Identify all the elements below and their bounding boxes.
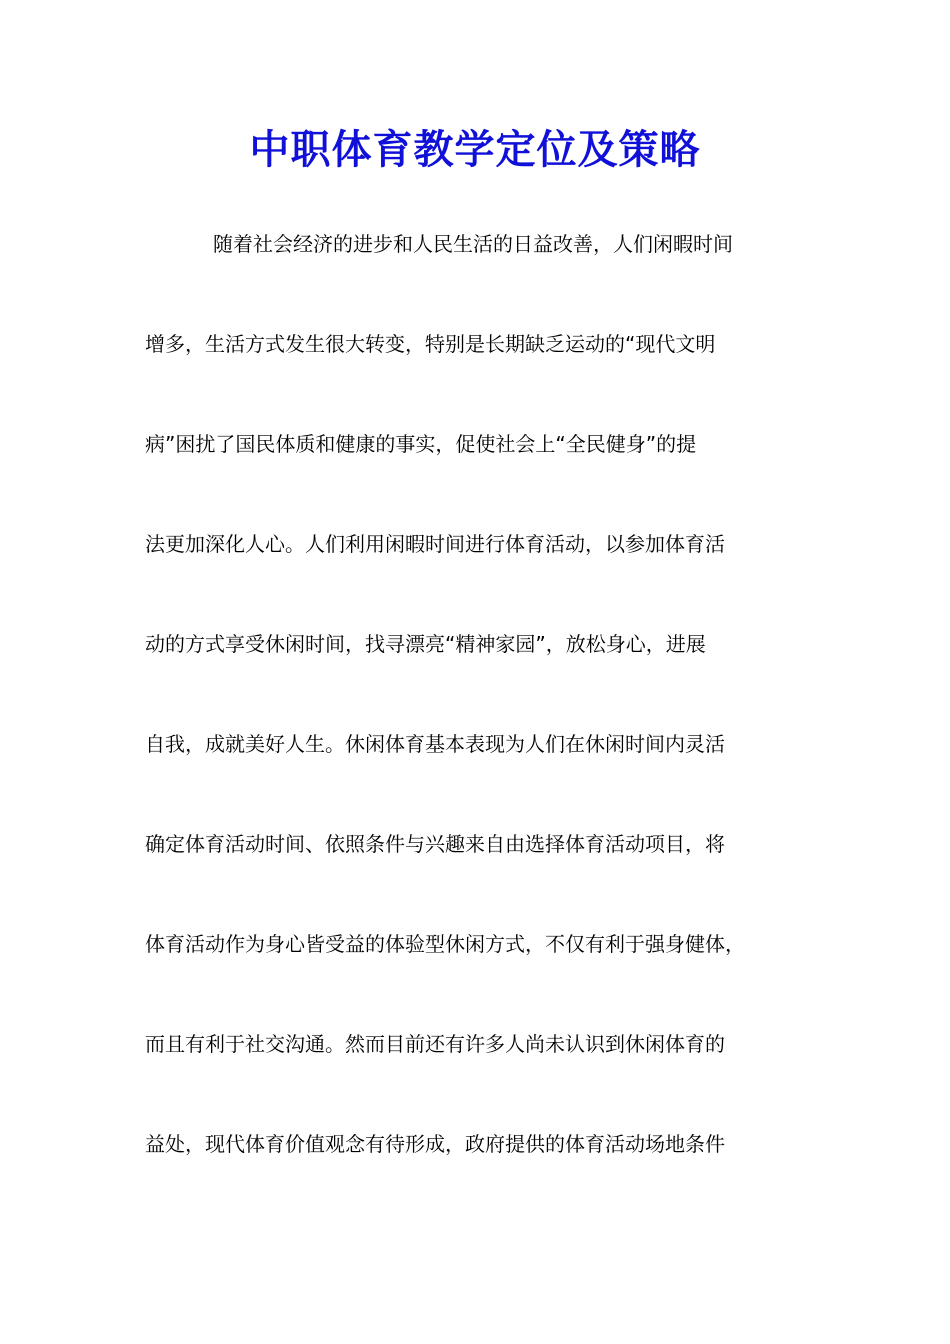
document-body bbox=[145, 226, 825, 1226]
document-title: 中职体育教学定位及策略 bbox=[249, 126, 701, 173]
paragraph-line: 增多，生活方式发生很大转变，特别是长期缺乏运动的“现代文明 bbox=[145, 332, 716, 356]
paragraph-line: 随着社会经济的进步和人民生活的日益改善，人们闲暇时间 bbox=[213, 232, 733, 256]
paragraph-line: 确定体育活动时间、依照条件与兴趣来自由选择体育活动项目，将 bbox=[145, 832, 725, 856]
paragraph-line: 动的方式享受休闲时间，找寻漂亮“精神家园”，放松身心，进展 bbox=[145, 632, 706, 656]
paragraph-line: 病”困扰了国民体质和健康的事实，促使社会上“全民健身”的提 bbox=[145, 432, 697, 456]
paragraph-line: 益处，现代体育价值观念有待形成，政府提供的体育活动场地条件 bbox=[145, 1132, 725, 1156]
paragraph-line: 法更加深化人心。人们利用闲暇时间进行体育活动，以参加体育活 bbox=[145, 532, 725, 556]
paragraph-line: 体育活动作为身心皆受益的体验型休闲方式，不仅有利于强身健体， bbox=[145, 932, 745, 956]
paragraph-line: 而且有利于社交沟通。然而目前还有许多人尚未认识到休闲体育的 bbox=[145, 1032, 725, 1056]
paragraph-line: 自我，成就美好人生。休闲体育基本表现为人们在休闲时间内灵活 bbox=[145, 732, 725, 756]
